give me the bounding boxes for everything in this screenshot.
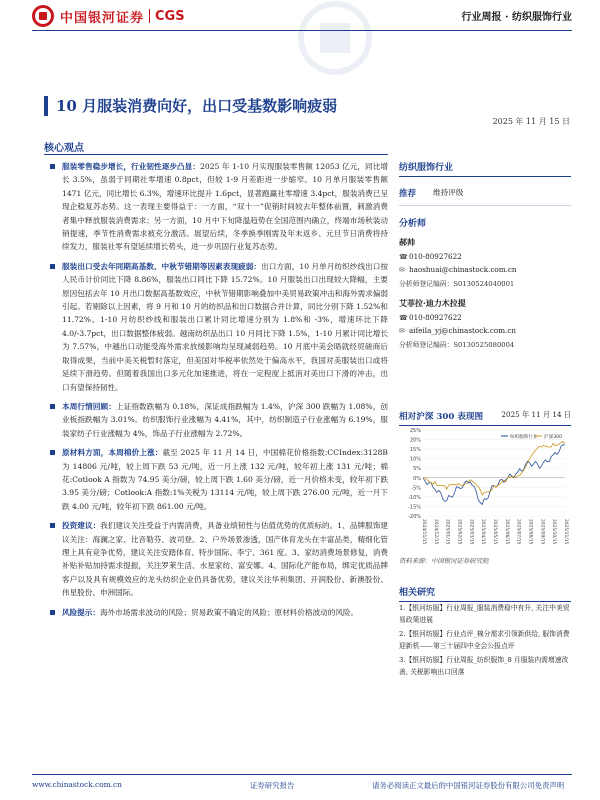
chart-svg (399, 424, 571, 550)
related-item[interactable]: 1.【银河纺服】行业周报_服装消费稳中有升, 关注中美贸易政策进展 (399, 604, 570, 624)
paragraph-market-review (44, 400, 388, 440)
paragraph-retail (44, 160, 388, 254)
x-tick-label: 2025/11/15 (563, 519, 568, 545)
report-date: 2025 年 11 月 15 日 (492, 117, 570, 126)
x-tick-label: 2025/06/15 (503, 519, 509, 545)
y-tick-label: 25% (409, 428, 421, 434)
phone-icon: ☎ (399, 313, 408, 322)
performance-chart (399, 424, 571, 550)
paragraph-text: 我们建议关注受益于内需消费，具备业绩韧性与估值优势的优质标的。1、品牌服饰建议关注：海澜之家、比音勒芬、波司登。2、户外场景渗透，国产体育龙头在丰富品类，精细化管理上具有竞争优势，建议关注安踏体育、特步国际、李宁、361 度。3、家纺消费场景修复，消费补贴补贴加持需求提振，关注罗莱生活、水星家纺、富安娜。4、国际化产能布局，绑定优质品牌客户以及具有规模效应的龙头纺织企业仍具备优势，建议关注华利集团、开润股份、新澳股份、伟星股份、申洲国际。 (62, 521, 388, 598)
paragraph-export (44, 260, 388, 394)
paragraph-text: 出口方面，10 月单月纺织纱线出口按人民币计价同比下降 8.86%，服装出口同比下降 15.72%。10 月服装出口出现较大降幅，主要原因包括去年 10 月出口数据高基数效应，中秋节错期影响叠加中美贸易政策冲击和海外需求偏弱引起。若剔除以上因素，将 9 月和 10 月的纺织品和出口数据合并计算，同比分别下降 1.52%和 11.72%。1-10 月纺织纱线和服装出口累计同比增速分别为 1.8%和 -3%，增速环比下降 4.0/-3.7pct，出口数据整体疲弱。越南纺织品出口 10 月同比下降 1.5%，1-10 月累计同比增长为 7.57%，中越出口动能受海外需求放缓影响均呈现减弱趋势。10 月底中美会晤就经贸磋商后取得成果，当前中美关税暂时落定，但美国对华税率依然处于偏高水平，我国对美服装出口或将延续下滑趋势。但随着我国出口多元化加速推进，将在一定程度上抵消对美出口下滑的冲击，出口有望保持韧性。 (62, 261, 389, 392)
paragraph-text: 海外市场需求波动的风险；贸易政策不确定的风险；原材料价格波动的风险。 (99, 607, 359, 617)
related-research-list (399, 603, 571, 682)
mail-icon: ✉ (399, 265, 405, 274)
analyst-name: 艾菲拉·迪力木拉提 (399, 298, 466, 308)
x-tick-label: 2025/08/15 (527, 519, 533, 545)
main-content (44, 160, 388, 625)
paragraph-heading: 本周行情回顾： (62, 401, 116, 411)
y-tick-label: 10% (409, 456, 421, 463)
logo-text-en: CGS (155, 8, 185, 24)
analyst-reg-code: 分析师登记编码：S0130525080004 (399, 341, 515, 349)
footer-report-type: 证券研究报告 (250, 781, 295, 790)
industry-heading: 纺织服饰行业 (399, 160, 571, 177)
logo-separator (149, 9, 150, 23)
logo-mark-icon (32, 5, 54, 27)
footer-website[interactable]: www.chinastock.com.cn (32, 780, 122, 789)
analyst-card (399, 237, 571, 288)
related-item[interactable]: 3.【银河纺服】行业周报_纺织服饰_8 月服装内需增速改善, 关税影响出口回落 (399, 656, 569, 676)
header-divider (32, 30, 572, 31)
analyst-email-row (399, 326, 571, 335)
footer-disclaimer: 请务必阅读正文最后的中国银河证券股份有限公司免责声明 (372, 781, 565, 790)
analyst-name: 郝帅 (399, 237, 415, 247)
report-title: 10 月服装消费向好，出口受基数影响疲弱 (56, 97, 338, 115)
y-tick-label: 20% (409, 437, 421, 444)
analyst-reg-code: 分析师登记编码：S0130524040001 (399, 280, 515, 288)
paragraph-text: 2025 年 1-10 月实现服装零售额 12053 亿元，同比增长 3.5%，虽弱于同期社零增速 0.8pct，但较 1-9 月差距进一步缩窄。10 月单月服装零售额 1471 亿元，同比增长 6.3%，增速环比提升 1.6pct，显著跑赢社零增速 3.4pct，服装消费已呈现企稳复苏态势。这一表现主要得益于：一方面，“双十一”促销时间较去年整体前置，刺激消费者集中释放服装消费需求；另一方面，10 月中下旬降温趋势在全国范围内确立，终端市场秋装动销提速，季节性消费需求被充分激活。展望后续，冬季换季刚需及年末返乡、元旦节日消费将持续发力，服装社零有望延续增长势头，进一步巩固行业复苏态势。 (62, 162, 388, 252)
analyst-phone-row (399, 313, 571, 322)
x-tick-label: 2025/04/15 (480, 519, 486, 545)
y-tick-label: 5% (413, 466, 421, 473)
legend-entry: 沪深300 (544, 435, 562, 440)
legend-entry: 纺织服饰行业 (510, 435, 538, 440)
x-tick-label: 2025/07/15 (515, 519, 521, 545)
logo-text-cn: 中国银河证券 (60, 10, 145, 26)
y-tick-label: -10% (408, 494, 421, 501)
company-logo (32, 5, 185, 27)
watermark-icon (250, 0, 420, 80)
y-tick-label: 0% (413, 475, 421, 482)
chart-date: 2025 年 11 月 14 日 (501, 410, 571, 419)
paragraph-risk (44, 606, 388, 619)
sidebar (399, 160, 571, 349)
footer-divider (32, 774, 572, 775)
paragraph-heading: 风险提示： (62, 607, 100, 617)
rating-label: 推荐 (399, 189, 417, 199)
x-tick-label: 2024/12/15 (432, 519, 438, 545)
analyst-phone: 010-80927622 (409, 313, 462, 322)
x-tick-label: 2025/01/15 (444, 519, 450, 545)
y-tick-label: -15% (408, 504, 421, 511)
analyst-email-row (399, 265, 571, 274)
chart-title: 相对沪深 300 表现图 (399, 412, 484, 422)
phone-icon: ☎ (399, 252, 408, 261)
core-view-heading: 核心观点 (44, 143, 84, 154)
analyst-heading: 分析师 (399, 219, 427, 229)
analyst-phone: 010-80927622 (409, 252, 462, 261)
series-line (423, 445, 565, 505)
paragraph-text: 上证指数跌幅为 0.18%，深证成指跌幅为 1.4%，沪深 300 跌幅为 1.08%，创业板指跌幅为 3.01%。纺织服饰行业涨幅为 4.41%，其中，纺织制造子行业涨幅为 6.19%，服装家纺子行业涨幅为 4%，饰品子行业涨幅为 2.72%。 (62, 401, 388, 438)
y-tick-label: -5% (411, 485, 421, 492)
x-tick-label: 2025/05/15 (492, 519, 497, 545)
analyst-email[interactable]: aifeila_yj@chinastock.com.cn (409, 326, 516, 335)
report-category: 行业周报 · 纺织服饰行业 (461, 12, 572, 23)
analyst-email[interactable]: haoshuai@chinastock.com.cn (409, 265, 517, 274)
paragraph-raw-material (44, 446, 388, 513)
rating-value: 维持评级 (433, 188, 464, 197)
paragraph-heading: 原材料方面，本周棉价上涨： (62, 448, 163, 458)
paragraph-heading: 服装出口受去年同期高基数、中秋节错期等因素表现疲弱： (62, 261, 262, 271)
x-tick-label: 2025/09/15 (539, 519, 545, 545)
x-tick-label: 2025/10/15 (551, 519, 557, 545)
x-tick-label: 2025/03/15 (468, 519, 474, 545)
paragraph-heading: 投资建议： (62, 521, 101, 531)
related-research-heading: 相关研究 (399, 585, 571, 602)
paragraph-heading: 服装零售稳步增长，行业韧性逐步凸显： (62, 162, 201, 171)
x-tick-label: 2024/11/15 (421, 519, 426, 545)
paragraph-investment (44, 519, 388, 599)
analyst-card (399, 298, 571, 349)
rating-row (399, 181, 571, 206)
title-accent-bar (44, 96, 48, 116)
y-tick-label: -20% (408, 514, 421, 520)
y-tick-label: 15% (409, 447, 421, 454)
analyst-phone-row (399, 252, 571, 261)
mail-icon: ✉ (399, 326, 405, 335)
related-item[interactable]: 2.【银河纺服】行业点评_棉分需求引领新供给, 服饰消费迎新机——第三十届四中全会公报点评 (399, 630, 570, 650)
x-tick-label: 2025/02/15 (456, 519, 462, 545)
chart-source: 资料来源：中国银河证券研究院 (399, 557, 489, 565)
page-header (0, 0, 600, 32)
core-divider (44, 154, 388, 155)
paragraph-text: 截至 2025 年 11 月 14 日，中国棉花价格指数:CCIndex:3128B 为 14806 元/吨，较上周下跌 53 元/吨，近一月上涨 132 元/吨，较年初上涨 131 元/吨；棉花:Cotlook A 指数为 74.95 美分/磅，较上周下跌 1.60 美分/磅，近一月价格未变，较年初下跌 3.95 美分/磅；Cotlook:A 指数:1%关税为 13114 元/吨，较上周下跌 276.00 元/吨，近一月下跌 4.00 元/吨，较年初下跌 861.00 元/吨。 (62, 448, 389, 511)
